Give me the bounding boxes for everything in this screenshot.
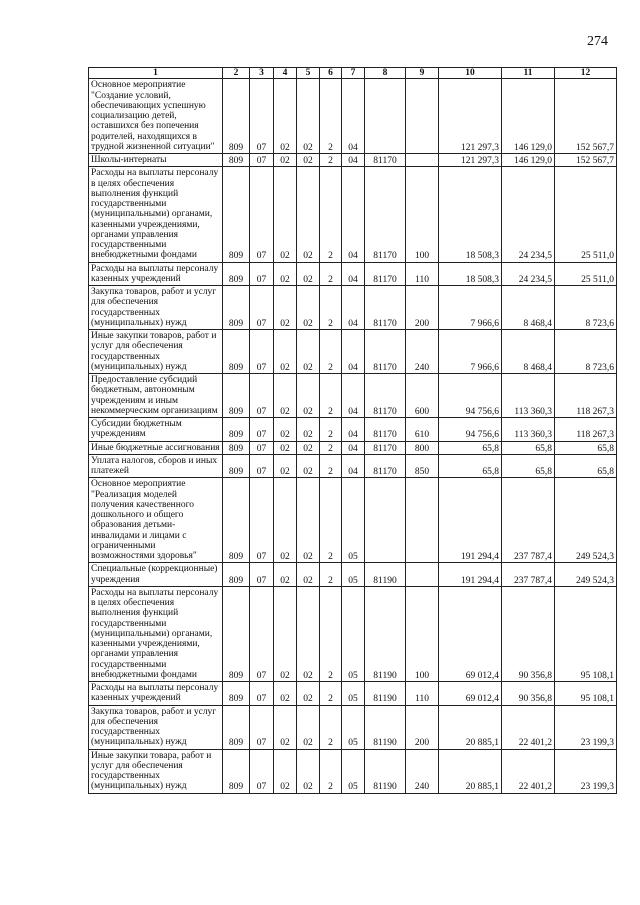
ministry-code-cell: 809 bbox=[223, 454, 250, 478]
program-code-cell: 02 bbox=[297, 705, 320, 749]
subprogram-code-cell: 2 bbox=[320, 454, 342, 478]
page-number: 274 bbox=[587, 34, 608, 49]
ministry-code-cell: 809 bbox=[223, 478, 250, 563]
amount-year2-cell: 113 360,3 bbox=[502, 418, 555, 442]
amount-year2-cell: 237 787,4 bbox=[502, 563, 555, 587]
amount-year3-cell: 65,8 bbox=[555, 454, 617, 478]
amount-year1-cell: 20 885,1 bbox=[439, 749, 502, 793]
amount-year1-cell: 65,8 bbox=[439, 441, 502, 454]
subprogram-code-cell: 2 bbox=[320, 563, 342, 587]
subprogram-code-cell: 2 bbox=[320, 418, 342, 442]
amount-year3-cell: 25 511,0 bbox=[555, 167, 617, 262]
program-code-cell: 02 bbox=[297, 478, 320, 563]
expense-name-cell: Расходы на выплаты персоналу в целях обеспечения выполнения функций государственными (муниципальными) органами, казенными учреждениями, органами управления государственными внебюджетными фондами bbox=[89, 167, 223, 262]
column-header: 1 bbox=[89, 68, 223, 79]
subsection-code-cell: 02 bbox=[274, 286, 297, 330]
amount-year1-cell: 18 508,3 bbox=[439, 167, 502, 262]
subprogram-code-cell: 2 bbox=[320, 441, 342, 454]
expense-type-cell: 110 bbox=[406, 682, 439, 706]
amount-year2-cell: 22 401,2 bbox=[502, 705, 555, 749]
amount-year1-cell: 69 012,4 bbox=[439, 586, 502, 681]
amount-year3-cell: 65,8 bbox=[555, 441, 617, 454]
table-row bbox=[89, 705, 617, 749]
amount-year2-cell: 146 129,0 bbox=[502, 154, 555, 167]
ministry-code-cell: 809 bbox=[223, 374, 250, 418]
expense-type-cell: 200 bbox=[406, 286, 439, 330]
amount-year1-cell: 191 294,4 bbox=[439, 478, 502, 563]
amount-year2-cell: 113 360,3 bbox=[502, 374, 555, 418]
table-row bbox=[89, 330, 617, 374]
program-code-cell: 02 bbox=[297, 682, 320, 706]
program-code-cell: 02 bbox=[297, 286, 320, 330]
subsection-code-cell: 02 bbox=[274, 330, 297, 374]
expense-name-cell: Закупка товаров, работ и услуг для обеспечения государственных (муниципальных) нужд bbox=[89, 286, 223, 330]
expense-name-cell: Школы-интернаты bbox=[89, 154, 223, 167]
subsection-code-cell: 02 bbox=[274, 478, 297, 563]
subprogram-code-cell: 2 bbox=[320, 154, 342, 167]
ministry-code-cell: 809 bbox=[223, 705, 250, 749]
subprogram-code-cell: 2 bbox=[320, 79, 342, 154]
column-header: 7 bbox=[342, 68, 365, 79]
event-code-cell: 04 bbox=[342, 454, 365, 478]
program-code-cell: 02 bbox=[297, 330, 320, 374]
amount-year2-cell: 237 787,4 bbox=[502, 478, 555, 563]
amount-year3-cell: 118 267,3 bbox=[555, 418, 617, 442]
amount-year2-cell: 90 356,8 bbox=[502, 586, 555, 681]
section-code-cell: 07 bbox=[250, 586, 274, 681]
subsection-code-cell: 02 bbox=[274, 441, 297, 454]
subsection-code-cell: 02 bbox=[274, 79, 297, 154]
subsection-code-cell: 02 bbox=[274, 374, 297, 418]
event-code-cell: 04 bbox=[342, 167, 365, 262]
expense-name-cell: Предоставление субсидий бюджетным, автономным учреждениям и иным некоммерческим организациям bbox=[89, 374, 223, 418]
column-header: 4 bbox=[274, 68, 297, 79]
subsection-code-cell: 02 bbox=[274, 682, 297, 706]
column-header: 9 bbox=[406, 68, 439, 79]
amount-year1-cell: 18 508,3 bbox=[439, 262, 502, 286]
event-code-cell: 04 bbox=[342, 79, 365, 154]
expense-name-cell: Закупка товаров, работ и услуг для обеспечения государственных (муниципальных) нужд bbox=[89, 705, 223, 749]
program-code-cell: 02 bbox=[297, 418, 320, 442]
event-code-cell: 04 bbox=[342, 286, 365, 330]
section-code-cell: 07 bbox=[250, 286, 274, 330]
expense-name-cell: Специальные (коррекционные) учреждения bbox=[89, 563, 223, 587]
program-code-cell: 02 bbox=[297, 586, 320, 681]
expense-type-cell: 600 bbox=[406, 374, 439, 418]
direction-code-cell: 81170 bbox=[365, 454, 406, 478]
table-row bbox=[89, 418, 617, 442]
table-row bbox=[89, 478, 617, 563]
expense-name-cell: Основное мероприятие "Создание условий, обеспечивающих успешную социализацию детей, оставшихся без попечения родителей, находящихся в трудной жизненной ситуации" bbox=[89, 79, 223, 154]
expense-type-cell bbox=[406, 478, 439, 563]
section-code-cell: 07 bbox=[250, 167, 274, 262]
table-row bbox=[89, 286, 617, 330]
subsection-code-cell: 02 bbox=[274, 167, 297, 262]
amount-year2-cell: 146 129,0 bbox=[502, 79, 555, 154]
direction-code-cell: 81190 bbox=[365, 705, 406, 749]
amount-year3-cell: 8 723,6 bbox=[555, 286, 617, 330]
direction-code-cell: 81170 bbox=[365, 167, 406, 262]
ministry-code-cell: 809 bbox=[223, 586, 250, 681]
expense-name-cell: Уплата налогов, сборов и иных платежей bbox=[89, 454, 223, 478]
table-row bbox=[89, 586, 617, 681]
direction-code-cell: 81170 bbox=[365, 374, 406, 418]
section-code-cell: 07 bbox=[250, 79, 274, 154]
expense-type-cell: 200 bbox=[406, 705, 439, 749]
amount-year1-cell: 65,8 bbox=[439, 454, 502, 478]
amount-year1-cell: 7 966,6 bbox=[439, 286, 502, 330]
direction-code-cell: 81190 bbox=[365, 586, 406, 681]
event-code-cell: 04 bbox=[342, 374, 365, 418]
section-code-cell: 07 bbox=[250, 563, 274, 587]
subprogram-code-cell: 2 bbox=[320, 705, 342, 749]
section-code-cell: 07 bbox=[250, 330, 274, 374]
amount-year3-cell: 152 567,7 bbox=[555, 154, 617, 167]
column-header: 11 bbox=[502, 68, 555, 79]
expense-name-cell: Субсидии бюджетным учреждениям bbox=[89, 418, 223, 442]
section-code-cell: 07 bbox=[250, 154, 274, 167]
amount-year3-cell: 23 199,3 bbox=[555, 705, 617, 749]
section-code-cell: 07 bbox=[250, 262, 274, 286]
amount-year3-cell: 118 267,3 bbox=[555, 374, 617, 418]
program-code-cell: 02 bbox=[297, 79, 320, 154]
amount-year3-cell: 23 199,3 bbox=[555, 749, 617, 793]
amount-year3-cell: 249 524,3 bbox=[555, 563, 617, 587]
program-code-cell: 02 bbox=[297, 154, 320, 167]
expense-type-cell bbox=[406, 154, 439, 167]
program-code-cell: 02 bbox=[297, 441, 320, 454]
table-row bbox=[89, 682, 617, 706]
section-code-cell: 07 bbox=[250, 705, 274, 749]
table-row bbox=[89, 167, 617, 262]
table-row bbox=[89, 79, 617, 154]
table-row bbox=[89, 563, 617, 587]
amount-year2-cell: 22 401,2 bbox=[502, 749, 555, 793]
ministry-code-cell: 809 bbox=[223, 286, 250, 330]
program-code-cell: 02 bbox=[297, 262, 320, 286]
event-code-cell: 04 bbox=[342, 154, 365, 167]
amount-year3-cell: 152 567,7 bbox=[555, 79, 617, 154]
event-code-cell: 05 bbox=[342, 478, 365, 563]
subprogram-code-cell: 2 bbox=[320, 749, 342, 793]
event-code-cell: 05 bbox=[342, 705, 365, 749]
amount-year1-cell: 7 966,6 bbox=[439, 330, 502, 374]
expense-type-cell: 240 bbox=[406, 749, 439, 793]
amount-year2-cell: 65,8 bbox=[502, 441, 555, 454]
event-code-cell: 05 bbox=[342, 586, 365, 681]
amount-year3-cell: 249 524,3 bbox=[555, 478, 617, 563]
amount-year1-cell: 20 885,1 bbox=[439, 705, 502, 749]
expense-name-cell: Иные закупки товара, работ и услуг для обеспечения государственных (муниципальных) нужд bbox=[89, 749, 223, 793]
direction-code-cell: 81170 bbox=[365, 262, 406, 286]
direction-code-cell: 81170 bbox=[365, 418, 406, 442]
section-code-cell: 07 bbox=[250, 374, 274, 418]
section-code-cell: 07 bbox=[250, 418, 274, 442]
expense-type-cell: 110 bbox=[406, 262, 439, 286]
column-header: 2 bbox=[223, 68, 250, 79]
amount-year2-cell: 65,8 bbox=[502, 454, 555, 478]
column-header: 8 bbox=[365, 68, 406, 79]
direction-code-cell: 81190 bbox=[365, 749, 406, 793]
subprogram-code-cell: 2 bbox=[320, 682, 342, 706]
program-code-cell: 02 bbox=[297, 374, 320, 418]
subsection-code-cell: 02 bbox=[274, 154, 297, 167]
event-code-cell: 05 bbox=[342, 682, 365, 706]
amount-year3-cell: 95 108,1 bbox=[555, 586, 617, 681]
amount-year2-cell: 8 468,4 bbox=[502, 286, 555, 330]
subprogram-code-cell: 2 bbox=[320, 586, 342, 681]
section-code-cell: 07 bbox=[250, 478, 274, 563]
expense-type-cell: 100 bbox=[406, 586, 439, 681]
table-row bbox=[89, 441, 617, 454]
table-row bbox=[89, 154, 617, 167]
event-code-cell: 04 bbox=[342, 441, 365, 454]
budget-table bbox=[88, 67, 617, 794]
section-code-cell: 07 bbox=[250, 454, 274, 478]
table-row bbox=[89, 262, 617, 286]
amount-year1-cell: 94 756,6 bbox=[439, 374, 502, 418]
expense-type-cell: 800 bbox=[406, 441, 439, 454]
ministry-code-cell: 809 bbox=[223, 79, 250, 154]
direction-code-cell: 81170 bbox=[365, 330, 406, 374]
table-row bbox=[89, 749, 617, 793]
table-row bbox=[89, 374, 617, 418]
amount-year1-cell: 191 294,4 bbox=[439, 563, 502, 587]
subprogram-code-cell: 2 bbox=[320, 330, 342, 374]
program-code-cell: 02 bbox=[297, 167, 320, 262]
expense-name-cell: Иные бюджетные ассигнования bbox=[89, 441, 223, 454]
amount-year2-cell: 8 468,4 bbox=[502, 330, 555, 374]
expense-type-cell: 100 bbox=[406, 167, 439, 262]
program-code-cell: 02 bbox=[297, 749, 320, 793]
subsection-code-cell: 02 bbox=[274, 749, 297, 793]
program-code-cell: 02 bbox=[297, 563, 320, 587]
event-code-cell: 04 bbox=[342, 418, 365, 442]
subsection-code-cell: 02 bbox=[274, 262, 297, 286]
amount-year2-cell: 24 234,5 bbox=[502, 167, 555, 262]
section-code-cell: 07 bbox=[250, 441, 274, 454]
direction-code-cell bbox=[365, 79, 406, 154]
expense-type-cell bbox=[406, 563, 439, 587]
ministry-code-cell: 809 bbox=[223, 441, 250, 454]
direction-code-cell: 81170 bbox=[365, 154, 406, 167]
ministry-code-cell: 809 bbox=[223, 682, 250, 706]
ministry-code-cell: 809 bbox=[223, 749, 250, 793]
expense-name-cell: Расходы на выплаты персоналу казенных учреждений bbox=[89, 682, 223, 706]
event-code-cell: 05 bbox=[342, 749, 365, 793]
direction-code-cell: 81170 bbox=[365, 441, 406, 454]
subsection-code-cell: 02 bbox=[274, 418, 297, 442]
subprogram-code-cell: 2 bbox=[320, 374, 342, 418]
direction-code-cell: 81170 bbox=[365, 286, 406, 330]
ministry-code-cell: 809 bbox=[223, 262, 250, 286]
event-code-cell: 04 bbox=[342, 262, 365, 286]
ministry-code-cell: 809 bbox=[223, 418, 250, 442]
subprogram-code-cell: 2 bbox=[320, 167, 342, 262]
expense-name-cell: Иные закупки товаров, работ и услуг для обеспечения государственных (муниципальных) нужд bbox=[89, 330, 223, 374]
subsection-code-cell: 02 bbox=[274, 705, 297, 749]
expense-name-cell: Расходы на выплаты персоналу казенных учреждений bbox=[89, 262, 223, 286]
expense-name-cell: Основное мероприятие "Реализация моделей получения качественного дошкольного и общего образования детьми-инвалидами и лицами с ограниченными возможностями здоровья" bbox=[89, 478, 223, 563]
amount-year1-cell: 121 297,3 bbox=[439, 154, 502, 167]
direction-code-cell bbox=[365, 478, 406, 563]
expense-name-cell: Расходы на выплаты персоналу в целях обеспечения выполнения функций государственными (муниципальными) органами, казенными учреждениями, органами управления государственными внебюджетными фондами bbox=[89, 586, 223, 681]
ministry-code-cell: 809 bbox=[223, 154, 250, 167]
subsection-code-cell: 02 bbox=[274, 586, 297, 681]
ministry-code-cell: 809 bbox=[223, 167, 250, 262]
ministry-code-cell: 809 bbox=[223, 330, 250, 374]
subprogram-code-cell: 2 bbox=[320, 262, 342, 286]
program-code-cell: 02 bbox=[297, 454, 320, 478]
amount-year3-cell: 95 108,1 bbox=[555, 682, 617, 706]
column-header: 12 bbox=[555, 68, 617, 79]
subprogram-code-cell: 2 bbox=[320, 478, 342, 563]
column-header: 3 bbox=[250, 68, 274, 79]
direction-code-cell: 81190 bbox=[365, 682, 406, 706]
section-code-cell: 07 bbox=[250, 682, 274, 706]
amount-year3-cell: 25 511,0 bbox=[555, 262, 617, 286]
subsection-code-cell: 02 bbox=[274, 454, 297, 478]
table-row bbox=[89, 454, 617, 478]
subprogram-code-cell: 2 bbox=[320, 286, 342, 330]
expense-type-cell bbox=[406, 79, 439, 154]
column-header: 5 bbox=[297, 68, 320, 79]
expense-type-cell: 850 bbox=[406, 454, 439, 478]
amount-year1-cell: 69 012,4 bbox=[439, 682, 502, 706]
expense-type-cell: 610 bbox=[406, 418, 439, 442]
subsection-code-cell: 02 bbox=[274, 563, 297, 587]
section-code-cell: 07 bbox=[250, 749, 274, 793]
ministry-code-cell: 809 bbox=[223, 563, 250, 587]
expense-type-cell: 240 bbox=[406, 330, 439, 374]
column-header: 10 bbox=[439, 68, 502, 79]
amount-year2-cell: 24 234,5 bbox=[502, 262, 555, 286]
column-header: 6 bbox=[320, 68, 342, 79]
amount-year1-cell: 94 756,6 bbox=[439, 418, 502, 442]
event-code-cell: 04 bbox=[342, 330, 365, 374]
amount-year1-cell: 121 297,3 bbox=[439, 79, 502, 154]
header-row bbox=[89, 68, 617, 79]
direction-code-cell: 81190 bbox=[365, 563, 406, 587]
event-code-cell: 05 bbox=[342, 563, 365, 587]
amount-year3-cell: 8 723,6 bbox=[555, 330, 617, 374]
amount-year2-cell: 90 356,8 bbox=[502, 682, 555, 706]
